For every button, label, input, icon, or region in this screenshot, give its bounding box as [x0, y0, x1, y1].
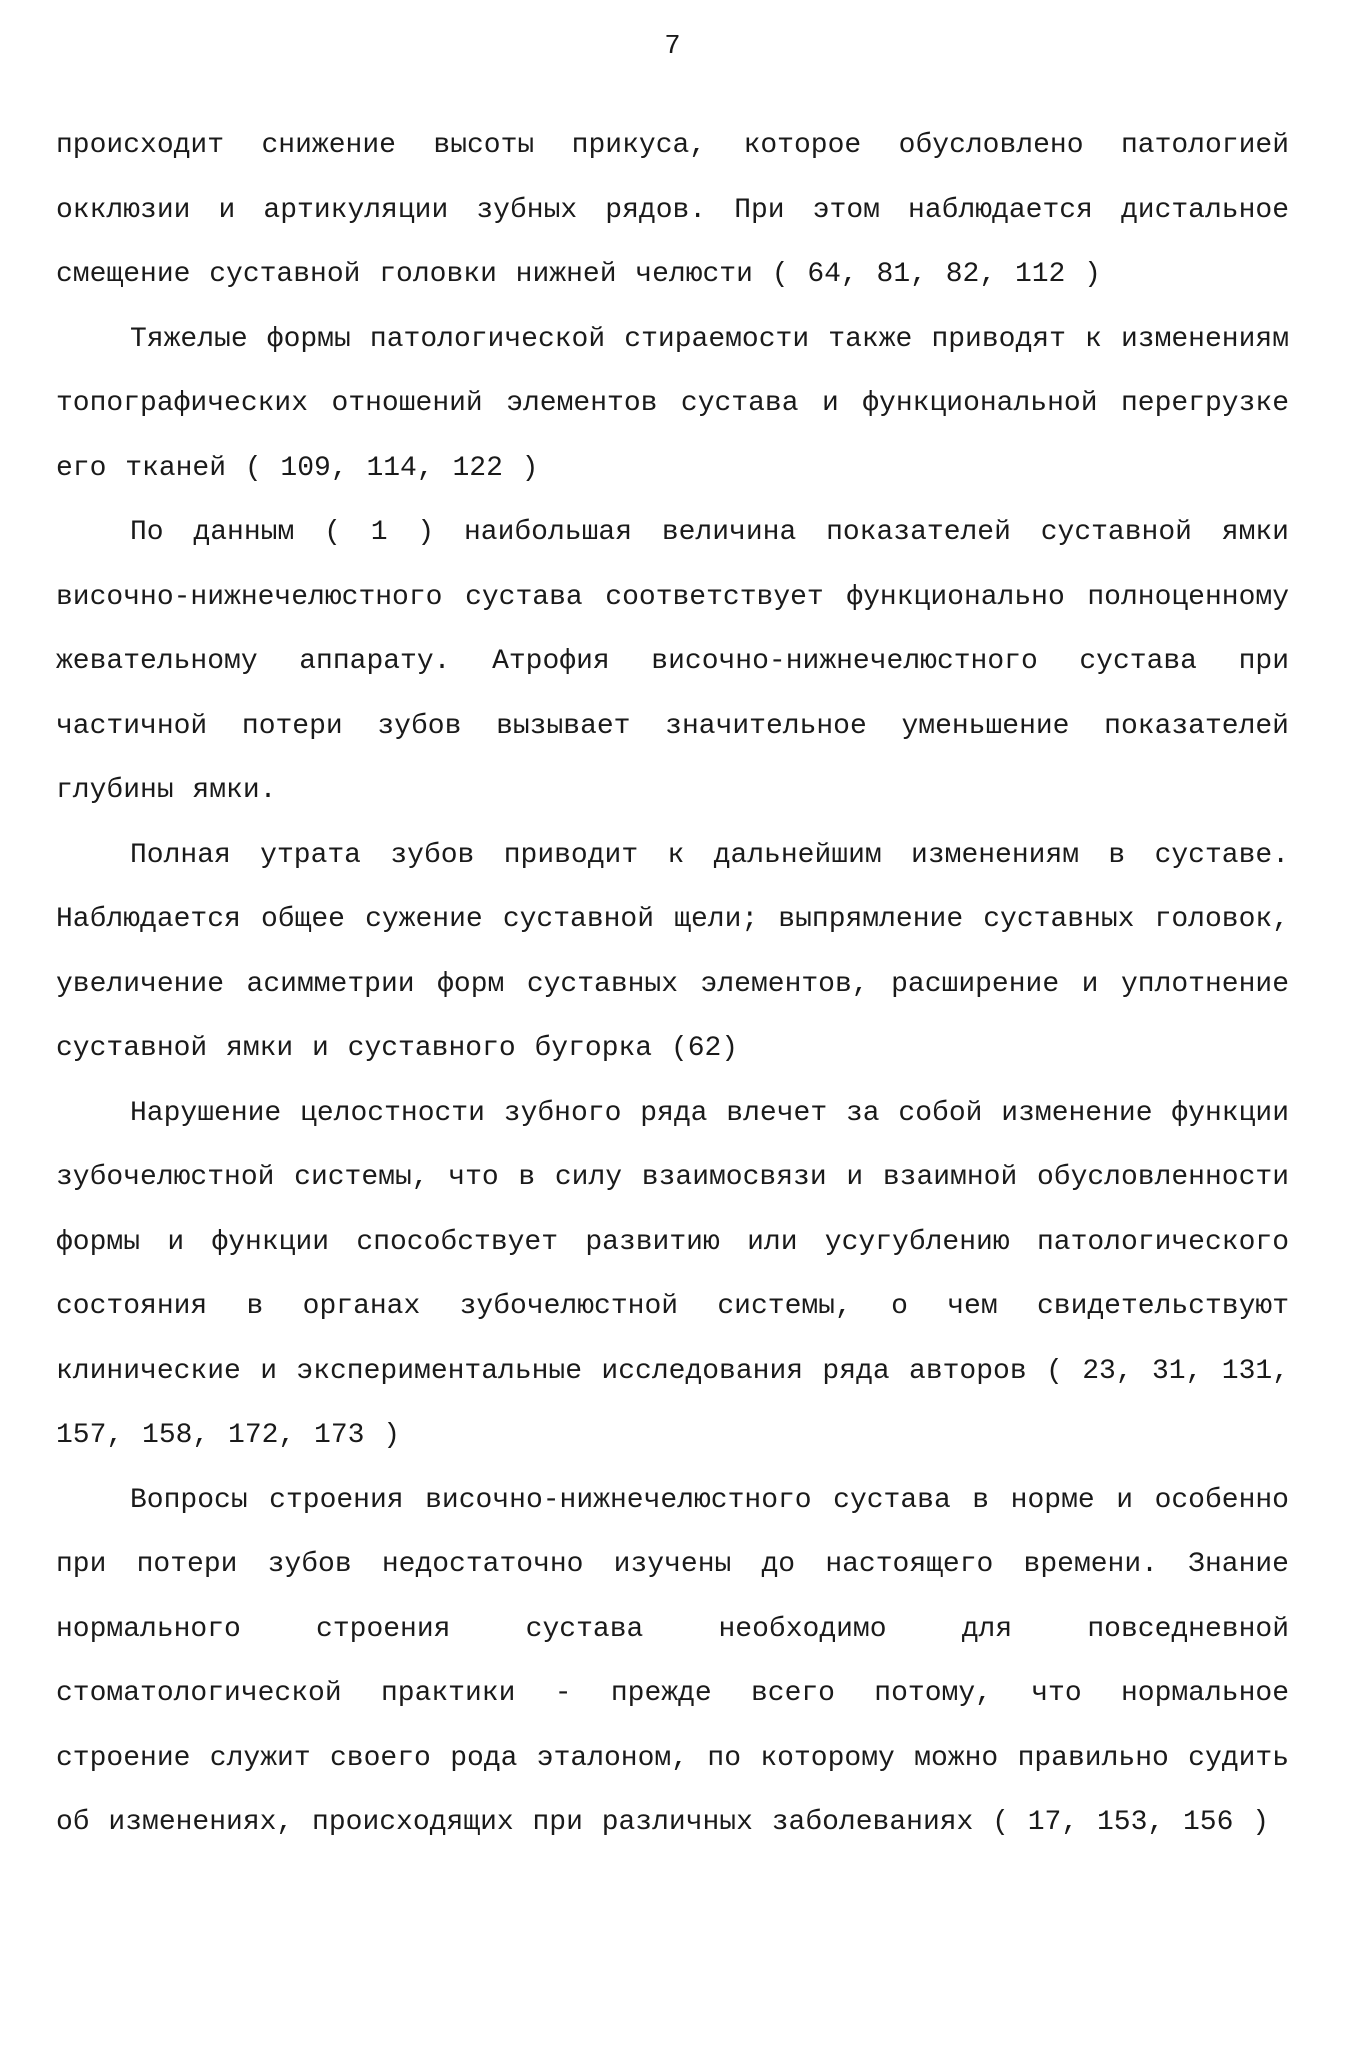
page-number: 7: [664, 32, 681, 62]
paragraph-abrasion: Тяжелые формы патологической стираемости также приводят к изменениям топографических отношений элементов сустава и функциональной перегрузке его тканей ( 109, 114, 122 ): [56, 323, 1289, 484]
paragraph-fossa-data: По данным ( 1 ) наибольшая величина показателей суставной ямки височно-нижнечелюстного сустава соответствует функционально полноценному жевательному аппарату. Атрофия височно-нижнечелюстного сустава при частичной потери зубов вызывает значительное уменьшение показателей глубины ямки.: [56, 517, 1289, 806]
paragraph-dentition-integrity: Нарушение целостности зубного ряда влечет за собой изменение функции зубочелюстной системы, что в силу взаимосвязи и взаимной обусловленности формы и функции способствует развитию или усугублению патологического состояния в органах зубочелюстной системы, о чем свидетельствуют клинические и экспериментальные исследования ряда авторов ( 23, 31, 131, 157, 158, 172, 173 ): [56, 1097, 1289, 1451]
paragraph-tooth-loss: Полная утрата зубов приводит к дальнейшим изменениям в суставе. Наблюдается общее сужение суставной щели; выпрямление суставных головок, увеличение асимметрии форм суставных элементов, расширение и уплотнение суставной ямки и суставного бугорка (62): [56, 839, 1289, 1064]
paragraph-continuation: происходит снижение высоты прикуса, которое обусловлено патологией окклюзии и артикуляции зубных рядов. При этом наблюдается дистальное смещение суставной головки нижней челюсти ( 64, 81, 82, 112 ): [56, 130, 1289, 290]
paragraph-joint-structure: Вопросы строения височно-нижнечелюстного сустава в норме и особенно при потери зубов недостаточно изучены до настоящего времени. Знание нормального строения сустава необходимо для повседневной стоматологической практики - прежде всего потому, что нормальное строение служит своего рода эталоном, по которому можно правильно судить об изменениях, происходящих при различных заболеваниях ( 17, 153, 156 ): [56, 1484, 1289, 1838]
body-text: [56, 114, 1289, 1856]
